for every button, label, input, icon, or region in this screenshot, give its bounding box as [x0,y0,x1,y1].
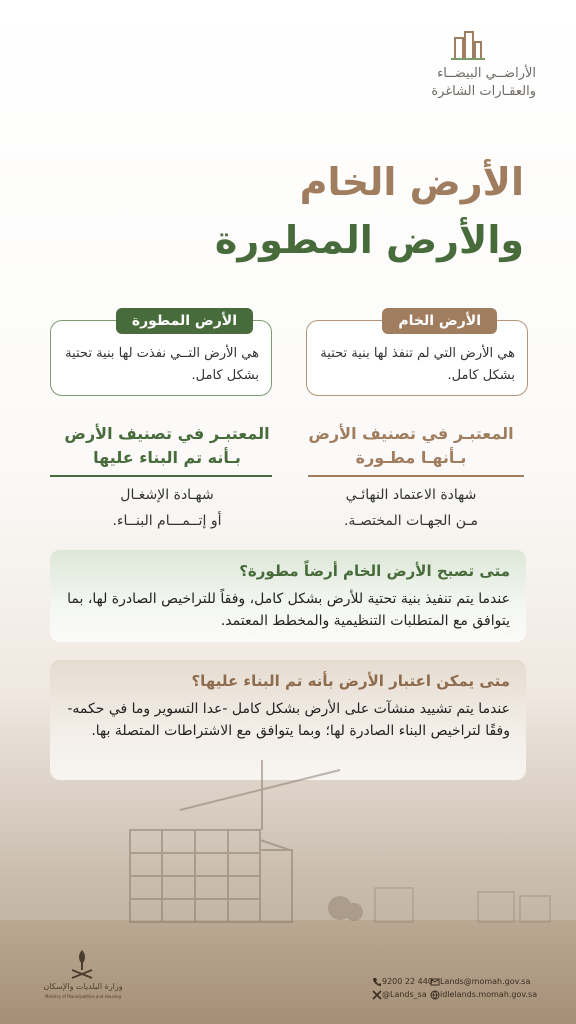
faq-box-1 [50,550,526,642]
developed-criteria-body-line-2: أو إتــمـــام البنــاء. [112,513,222,529]
logo-line-2: والعقـارات الشاغرة [431,84,536,99]
globe-icon [430,990,440,1000]
brand-logo [396,28,536,108]
developed-criteria-body-line-1: شهـادة الإشغـال [120,487,214,503]
raw-criteria-divider [308,475,524,477]
developed-criteria-body [52,482,282,534]
saudi-emblem-icon [68,948,96,980]
raw-land-label: الأرض الخام [382,308,497,334]
raw-criteria-body [296,482,526,534]
raw-criteria-body-line-1: شهادة الاعتماد النهائـي [345,487,477,503]
faq-answer-2: عندما يتم تشييد منشآت على الأرض بشكل كامل -عدا التسوير وما في حكمه- وفقًا لتراخيص البناء الصادرة لها؛ وبما يتوافق مع الاشتراطات المتصلة بها. [67,701,510,739]
website-url: idlelands.momah.gov.sa [440,990,538,999]
ministry-name-en: Ministry of Municipalities and Housing [45,994,121,999]
raw-criteria-heading-line-1: المعتبـر في تصنيف الأرض [308,424,514,443]
ministry-logo [38,948,128,1008]
building-logo-icon [449,28,487,62]
developed-land-card [50,313,272,396]
email-address: Lands@momah.gov.sa [440,977,531,986]
phone-icon [372,977,382,987]
raw-criteria-body-line-2: مـن الجهـات المختصـة. [343,513,479,529]
contact-website[interactable] [426,989,537,1001]
email-icon [430,977,440,987]
raw-criteria-heading-line-2: بـأنهـا مطـورة [355,448,467,467]
raw-land-definition: هي الأرض التي لم تنفذ لها بنية تحتية بشكل كامل. [320,346,515,383]
faq-question-2: متى يمكن اعتبار الأرض بأنه تم البناء عليها؟ [191,672,510,690]
faq-question-1: متى تصبح الأرض الخام أرضاً مطورة؟ [239,562,510,580]
logo-line-1: الأراضــي البيضــاء [437,66,536,81]
ministry-name: وزارة البلديات والإسكان [43,982,123,991]
developed-land-definition: هي الأرض التــي نفذت لها بنية تحتية بشكل كامل. [65,346,259,383]
contact-email[interactable] [426,976,530,988]
contact-x[interactable] [368,989,427,1001]
title-developed-land: والأرض المطورة [214,218,524,262]
developed-criteria-divider [50,475,272,477]
developed-land-label: الأرض المطورة [116,308,253,334]
developed-criteria-heading-line-2: بـأنه تم البناء عليها [93,448,241,467]
contact-phone[interactable] [368,976,433,988]
raw-criteria-heading [296,422,526,470]
title-raw-land: الأرض الخام [299,160,524,204]
faq-answer-1: عندما يتم تنفيذ بنية تحتية للأرض بشكل كامل، وفقاً للتراخيص الصادرة لها، بما يتوافق مع المتطلبات التنظيمية والمخطط المعتمد. [67,591,510,629]
developed-criteria-heading-line-1: المعتبـر في تصنيف الأرض [64,424,270,443]
raw-land-card [306,313,528,396]
developed-criteria-heading [52,422,282,470]
phone-number: 9200 22 440 [382,977,433,986]
x-handle: @Lands_sa [382,990,427,999]
x-logo-icon [372,990,382,1000]
